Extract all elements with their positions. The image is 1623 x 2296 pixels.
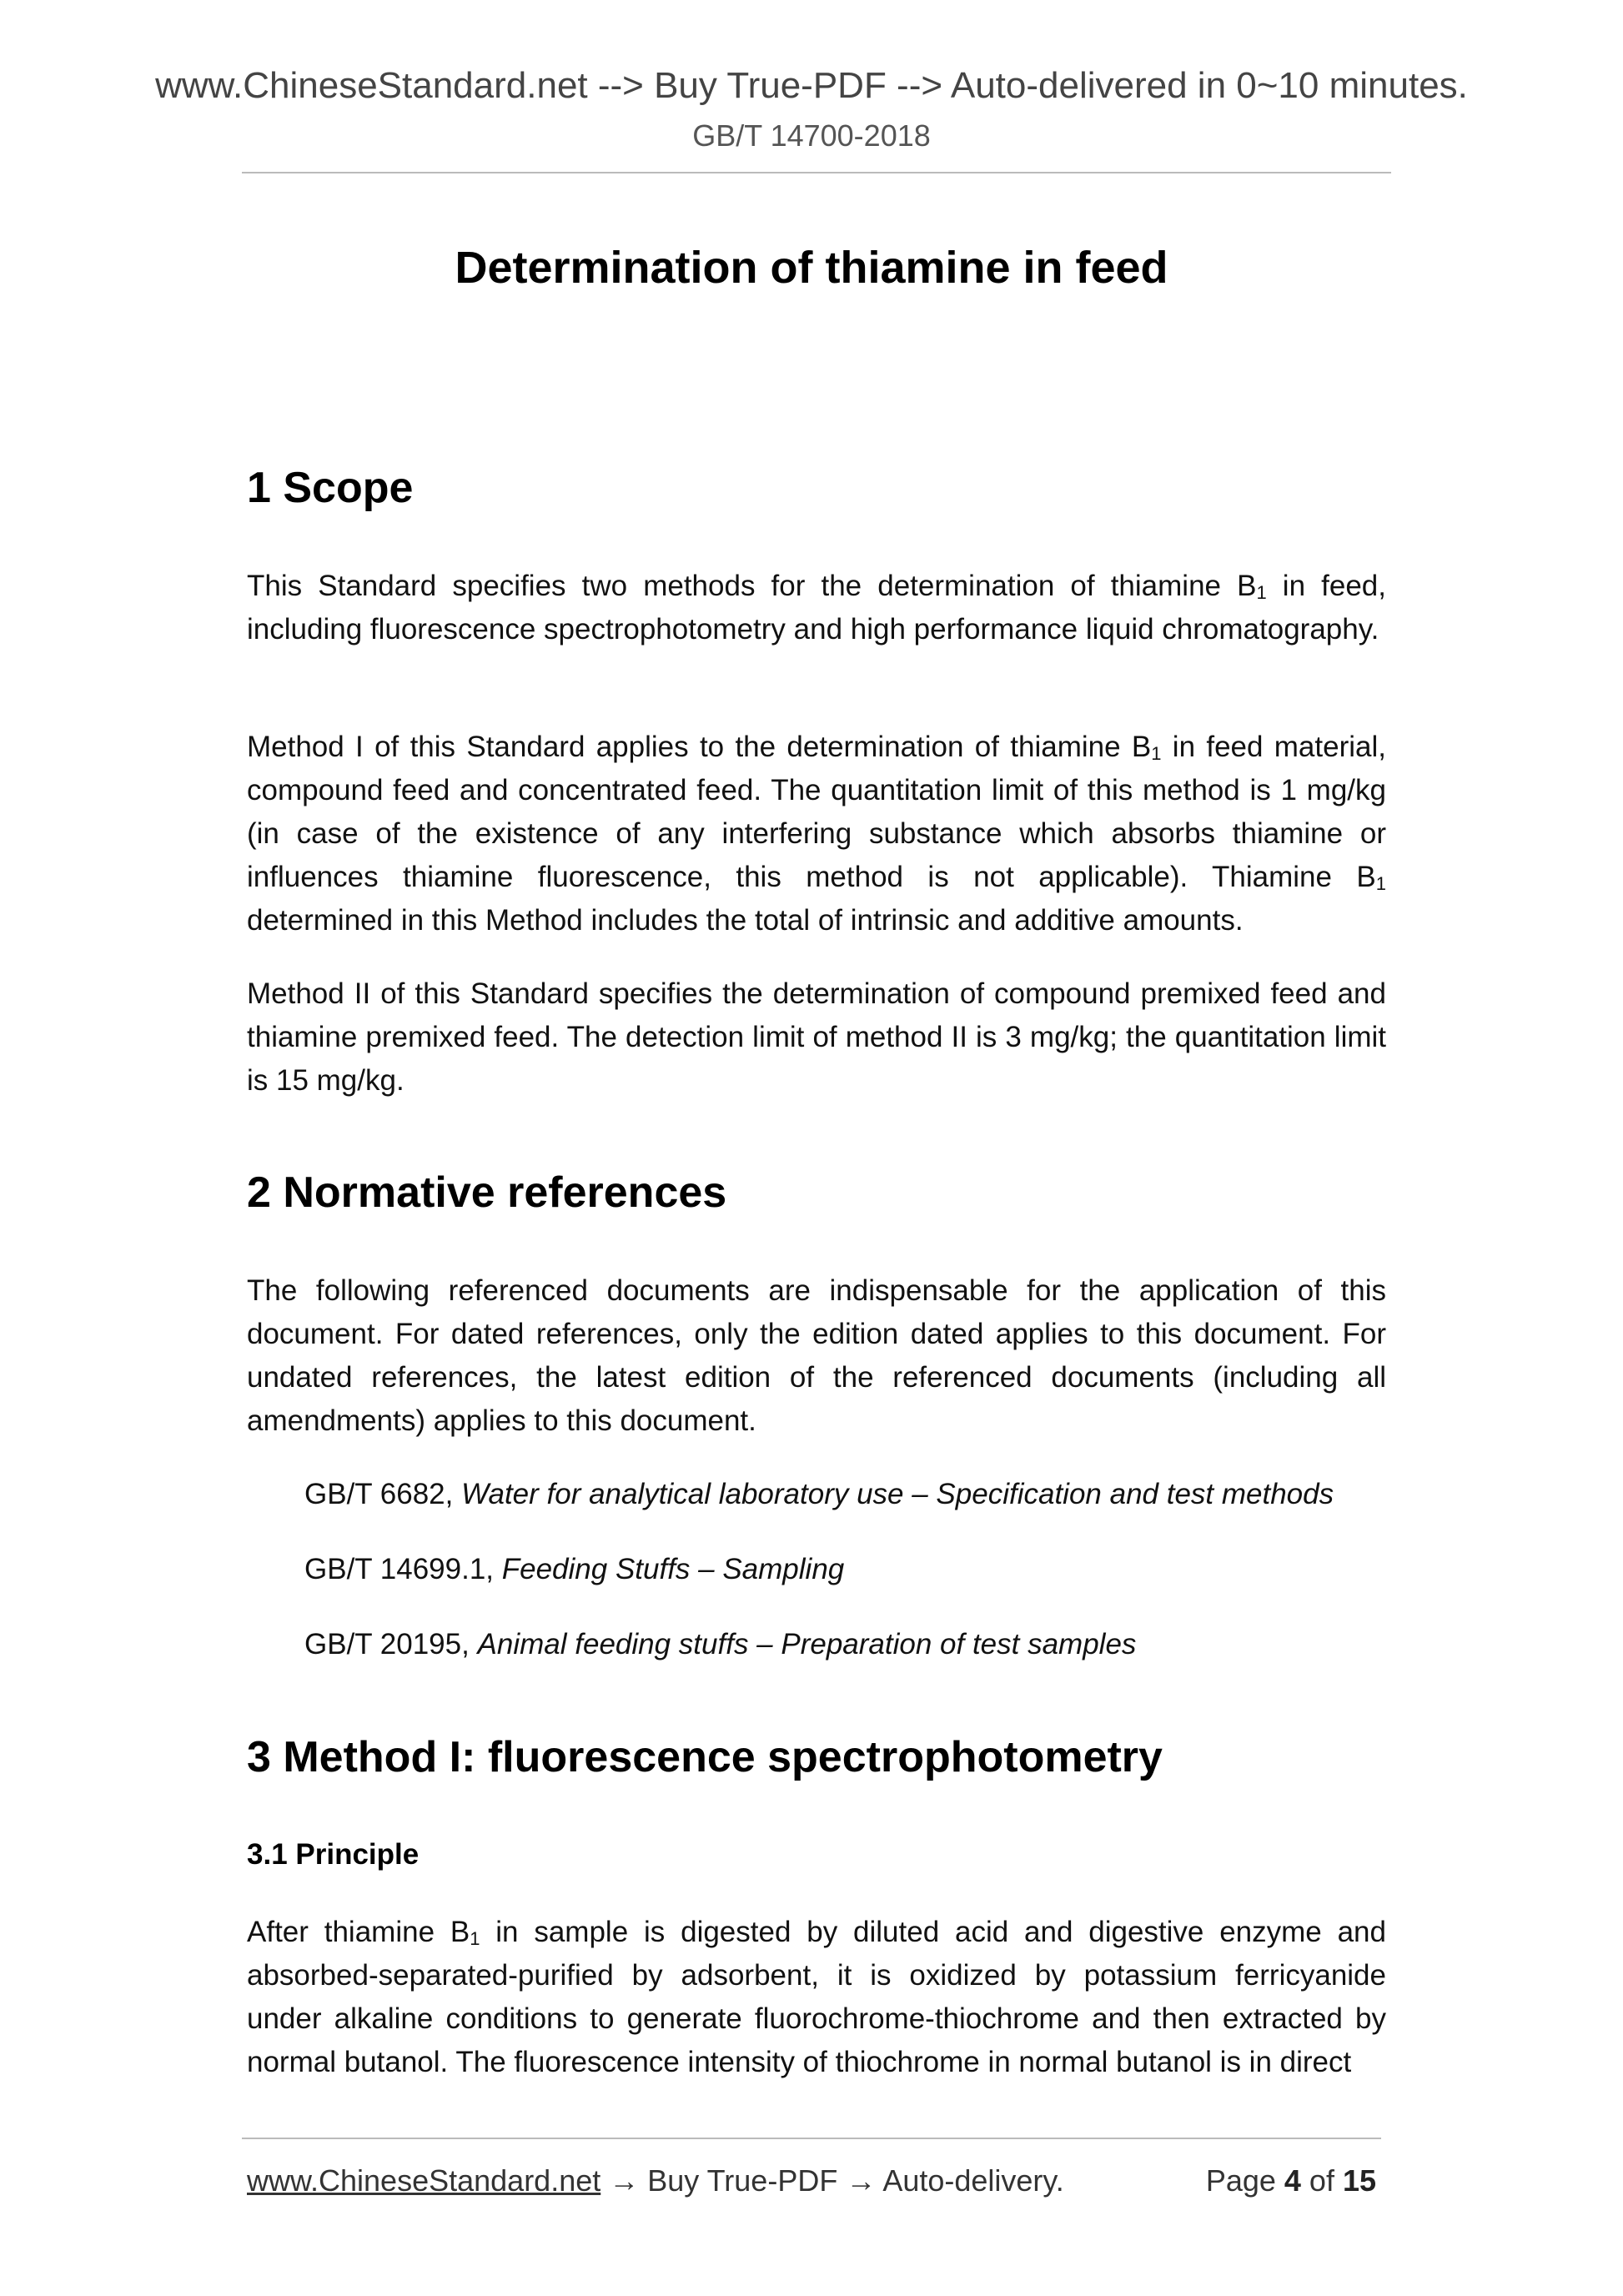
text-run: in sample is digested by diluted acid and digestive enzyme and absorbed-separated-purified by adsorbent, it is oxidized by potassium ferricyanide under alkaline conditions to generate fluorochrome-thiochrome and then extracted by normal butanol. The fluorescence intensity of thiochrome in normal butanol is in direct bbox=[247, 1916, 1386, 2078]
subscript: 1 bbox=[1151, 743, 1162, 764]
subscript: 1 bbox=[470, 1928, 480, 1949]
text-run: Method I of this Standard applies to the determination of thiamine B bbox=[247, 731, 1152, 763]
footer-site-link[interactable]: www.ChineseStandard.net bbox=[247, 2163, 601, 2198]
total-pages: 15 bbox=[1342, 2163, 1376, 2198]
header-banner: www.ChineseStandard.net --> Buy True-PDF --> Auto-delivered in 0~10 minutes. bbox=[155, 65, 1468, 106]
footer-divider bbox=[242, 2138, 1381, 2139]
reference-code: GB/T 20195, bbox=[304, 1628, 478, 1660]
section-1-heading: 1 Scope bbox=[247, 464, 414, 512]
reference-title: Feeding Stuffs – Sampling bbox=[501, 1553, 845, 1585]
reference-item bbox=[304, 1478, 1334, 1511]
reference-code: GB/T 14699.1, bbox=[304, 1553, 502, 1585]
text-run: This Standard specifies two methods for the determination of thiamine B bbox=[247, 570, 1257, 602]
subscript: 1 bbox=[1375, 873, 1386, 894]
footer-tagline: → Buy True-PDF → Auto-delivery. bbox=[600, 2163, 1064, 2198]
section-3-heading: 3 Method I: fluorescence spectrophotometry bbox=[247, 1733, 1163, 1781]
reference-code: GB/T 6682, bbox=[304, 1478, 462, 1510]
section-2-heading: 2 Normative references bbox=[247, 1168, 727, 1217]
scope-paragraph-1 bbox=[247, 565, 1386, 651]
reference-title: Water for analytical laboratory use – Specification and test methods bbox=[461, 1478, 1334, 1510]
standard-code: GB/T 14700-2018 bbox=[692, 118, 931, 153]
text-run: After thiamine B bbox=[247, 1916, 470, 1948]
scope-paragraph-2 bbox=[247, 726, 1386, 942]
document-title: Determination of thiamine in feed bbox=[455, 243, 1168, 293]
page-number bbox=[1206, 2163, 1376, 2198]
normative-intro-paragraph: The following referenced documents are indispensable for the application of this document. For dated references, only the edition dated applies to this document. For undated references, the latest edition of the referenced documents (including all amendments) applies to this document. bbox=[247, 1274, 1386, 1437]
current-page: 4 bbox=[1284, 2163, 1301, 2198]
reference-item bbox=[304, 1628, 1136, 1661]
text-run: determined in this Method includes the total of intrinsic and additive amounts. bbox=[247, 904, 1244, 937]
header-divider bbox=[242, 172, 1391, 173]
reference-item bbox=[304, 1553, 844, 1586]
of-label: of bbox=[1300, 2163, 1343, 2198]
subscript: 1 bbox=[1256, 582, 1267, 603]
text-run: in feed material, compound feed and concentrated feed. The quantitation limit of this method is 1 mg/kg (in case of the existence of any interfering substance which absorbs thiamine or influences thiamine fluorescence, this method is not applicable). Thiamine B bbox=[247, 731, 1386, 893]
footer-promo bbox=[247, 2163, 1064, 2198]
scope-paragraph-3: Method II of this Standard specifies the determination of compound premixed feed and thiamine premixed feed. The detection limit of method II is 3 mg/kg; the quantitation limit is 15 mg/kg. bbox=[247, 977, 1386, 1097]
text-run: in feed, including fluorescence spectrophotometry and high performance liquid chromatography. bbox=[247, 570, 1386, 646]
reference-title: Animal feeding stuffs – Preparation of test samples bbox=[477, 1628, 1137, 1660]
page-label: Page bbox=[1205, 2163, 1284, 2198]
principle-paragraph bbox=[247, 1911, 1386, 2084]
subsection-3-1-heading: 3.1 Principle bbox=[247, 1838, 420, 1871]
